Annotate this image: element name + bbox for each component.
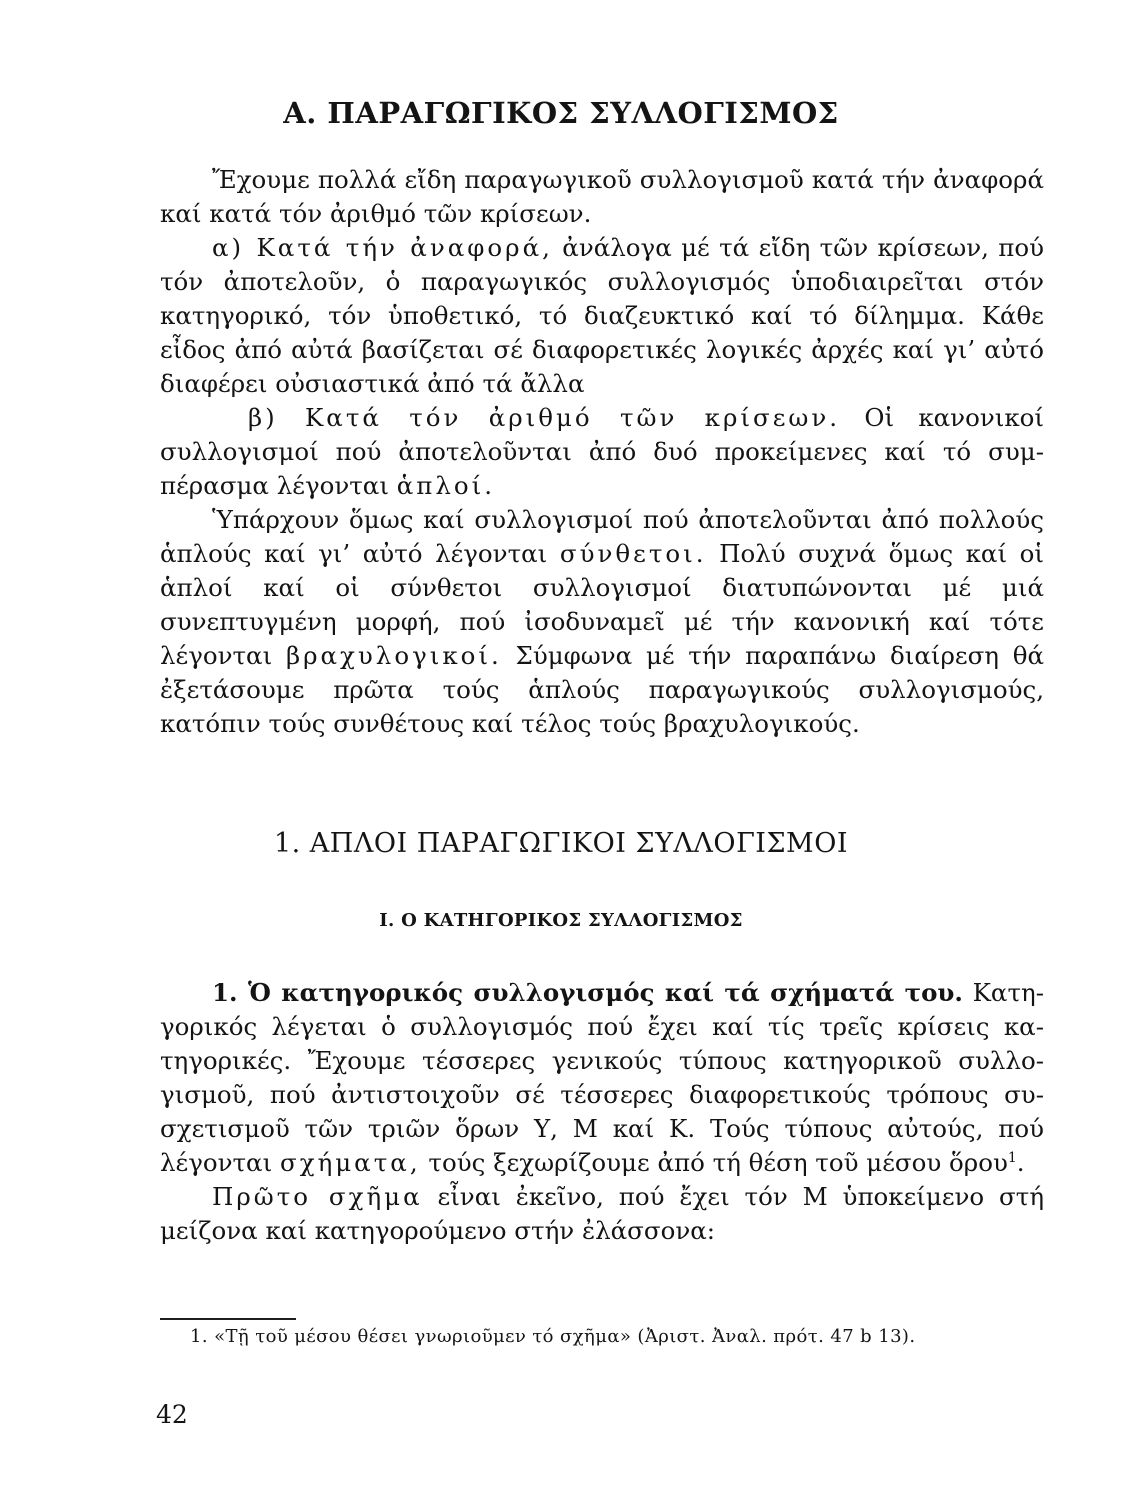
spaced-term: σχήματα, [280,1148,421,1177]
section-text [160,976,1044,1248]
paragraph-text: ἀνάλογα μέ τά εἴδη τῶν κρίσεων, πού τόν ἀποτελοῦν, ὁ παραγωγικός συλλογισμός ὑποδιαιρεῖται στόν κατηγορικό, τόν ὑποθετικό, τό διαζευκτικό καί τό δίλημμα. Κάθε εἶδος ἀπό αὐτά βασίζεται σέ διαφορετικές λογικές ἀρχές καί γι’ αὐτό διαφέρει οὐσιαστικά ἀπό τά ἄλλα [160,233,1044,398]
footnote: 1. «Τῇ τοῦ μέσου θέσει γνωριοῦμεν τό σχῆμα» (Ἀριστ. Ἀναλ. πρότ. 47 b 13). [190,1326,916,1347]
section-heading: 1. ΑΠΛΟΙ ΠΑΡΑΓΩΓΙΚΟΙ ΣΥΛΛΟΓΙΣΜΟΙ [273,828,849,859]
paragraph-heading: 1. Ὁ κατηγορικός συλλογισμός καί τά σχήματά του. [212,978,963,1007]
footnote-ref[interactable]: 1 [1007,1149,1017,1166]
paragraph: Ἔχουμε πολλά εἴδη παραγωγικοῦ συλλογισμοῦ κατά τήν ἀναφορά καί κατά τόν ἀριθμό τῶν κρίσεων. [160,165,1044,228]
paragraph [160,231,1044,401]
paragraph [160,401,1044,503]
paragraph [160,503,1044,741]
spaced-term: σύνθετοι. [559,539,707,568]
spaced-term: βραχυλογικοί. [285,641,502,670]
spaced-term: β) Κατά τόν ἀριθμό τῶν κρίσεων. [248,403,841,432]
spaced-term: α) Κατά τήν ἀναφορά, [212,233,553,262]
paragraph-text: . [1016,1148,1025,1177]
paragraph-text: Πολύ συχνά ὅμως καί οἱ ἁπλοί καί οἱ σύνθετοι συλλογισμοί διατυπώνονται μέ μιά συνεπτυγμένη μορφή, πού ἰσοδυναμεῖ μέ τήν κανονική καί τότε λέγονται [160,539,1045,670]
footnote-divider [160,1318,296,1320]
paragraph-text: Ὑπάρχουν ὅμως καί συλλογισμοί πού ἀποτελοῦνται ἀπό πολλούς ἁπλούς καί γι’ αὐτό λέγονται [160,505,1044,568]
paragraph-text: τούς ξεχωρίζουμε ἀπό τή θέση τοῦ μέσου ὅρου [420,1148,1008,1177]
paragraph [160,1180,1044,1248]
paragraph-text: εἶναι ἐκεῖνο, πού ἔχει τόν Μ ὑποκείμενο στή μείζονα καί κατηγορούμενο στήν ἐλάσσονα: [160,1182,1044,1245]
intro-text [160,163,1044,741]
spaced-term: ἁπλοί. [396,471,496,500]
paragraph-text: Σύμφωνα μέ τήν παραπάνω διαίρεση θά ἐξετάσουμε πρῶτα τούς ἁπλούς παραγωγικούς συλλογισμούς, κατόπιν τούς συνθέτους καί τέλος τούς βραχυλογικούς. [160,641,1044,738]
paragraph [160,976,1044,1180]
page-title: Α. ΠΑΡΑΓΩΓΙΚΟΣ ΣΥΛΛΟΓΙΣΜΟΣ [283,96,839,130]
page-number: 42 [156,1400,188,1429]
paragraph-text: Κατηγορικός λέγεται ὁ συλλογισμός πού ἔχει καί τίς τρεῖς κρίσεις κατηγορικές. Ἔχουμε τέσσερες γενικούς τύπους κατηγορικοῦ συλλογισμοῦ, πού ἀντιστοιχοῦν σέ τέσσερες διαφορετικούς τρόπους συσχετισμοῦ τῶν τριῶν ὅρων Υ, Μ καί Κ. Τούς τύπους αὐτούς, πού λέγονται [160,978,1044,1177]
spaced-term: Πρῶτο σχῆμα [212,1182,423,1211]
subsection-heading: Ι. Ο ΚΑΤΗΓΟΡΙΚΟΣ ΣΥΛΛΟΓΙΣΜΟΣ [379,910,743,931]
paragraph-text: Οἱ κανονικοί συλλογισμοί πού ἀποτελοῦνται ἀπό δυό προκείμενες καί τό συμπέρασμα λέγονται [160,403,1044,500]
